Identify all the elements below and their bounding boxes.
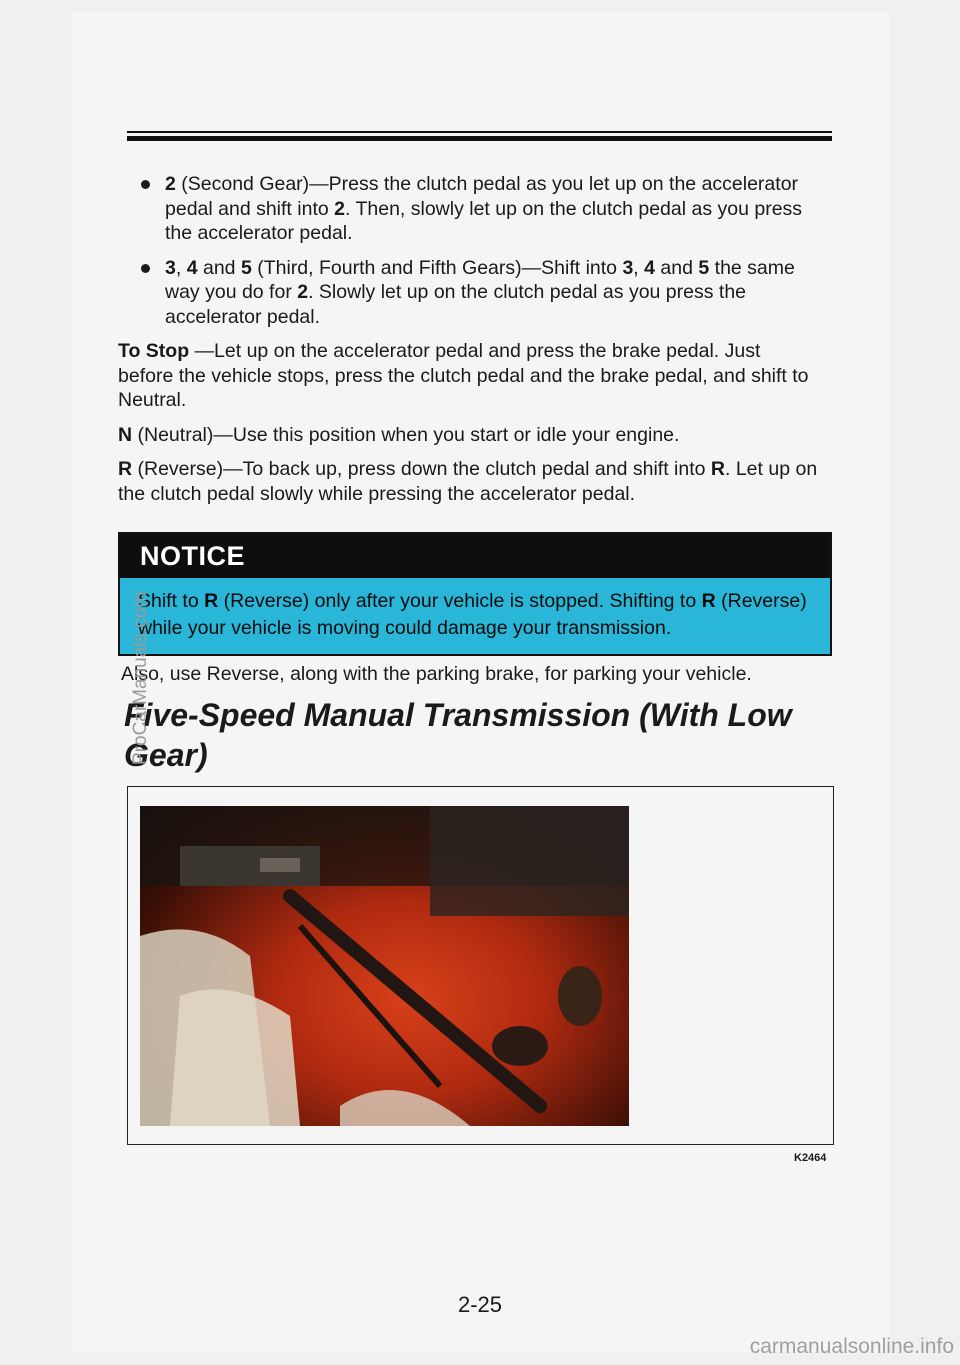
bullet-bold: 2 [334,197,345,220]
shifter-photo [140,806,629,1126]
bullet-text: , [175,256,187,279]
notice-box [118,532,832,656]
bullet-text: . Then, slowly let up on the clutch pedal as you press the accelerator pedal. [165,197,803,244]
bullet-bold: 2 [297,281,309,303]
bullet-dot [141,264,150,273]
notice-text: (Reverse) only after your vehicle is stopped. Shifting to [218,590,702,612]
reverse-text: . Let up on the clutch pedal slowly while pressing the accelerator pedal. [118,458,818,505]
bullet-text: , [633,256,645,279]
photo-illustration [140,806,629,1126]
neutral-label: N [118,423,133,446]
bullet-bold: 4 [186,256,198,279]
bullet-dot [141,180,150,189]
page-number: 2-25 [457,1292,503,1317]
to-stop-text: —Let up on the accelerator pedal and press the brake pedal. Just before the vehicle stops, press the clutch pedal and the brake pedal, and shift to Neutral. [118,340,809,411]
notice-text: Shift to [138,590,205,612]
watermark-bottom: carmanualsonline.info [749,1335,954,1358]
to-stop-paragraph [118,339,818,413]
bullet-text: (Second Gear)—Press the clutch pedal as you let up on the accelerator pedal and shift into [165,173,799,220]
bullet-third-fifth-gear [118,256,818,330]
bullet-text: and [197,256,241,279]
reverse-paragraph [118,457,818,506]
bullet-bold: 4 [644,256,655,279]
bullet-bold: 5 [240,256,252,279]
bullet-text: and [655,256,699,279]
bullet-bold: 3 [622,256,634,279]
notice-bold: R [204,590,219,612]
header-rule-thin [127,131,832,133]
notice-title: NOTICE [120,534,830,578]
reverse-text: (Reverse)—To back up, press down the clutch pedal and shift into [132,458,711,480]
reverse-label: R [118,458,133,480]
notice-body [120,578,830,654]
body-text [118,172,818,516]
gear-3-label: 3 [165,256,176,279]
neutral-text: (Neutral)—Use this position when you start or idle your engine. [132,423,680,446]
notice-bold: R [701,590,716,612]
bullet-text: . Slowly let up on the clutch pedal as you press the accelerator pedal. [165,281,747,328]
watermark-side: ProCarManuals.com [130,591,151,765]
after-notice-text: Also, use Reverse, along with the parking brake, for parking your vehicle. [121,663,752,685]
bullet-text: the same way you do for [165,256,795,303]
reverse-label: R [710,458,725,480]
header-rule [127,136,832,141]
neutral-paragraph [118,423,818,448]
bullet-text: (Third, Fourth and Fifth Gears)—Shift into [251,256,623,279]
to-stop-label: To Stop [118,340,190,362]
notice-text: (Reverse) while your vehicle is moving could damage your transmission. [138,590,807,639]
section-title: Five-Speed Manual Transmission (With Low Gear) [124,697,792,773]
bullet-bold: 5 [698,256,710,279]
figure-code: K2464 [794,1152,827,1164]
bullet-second-gear [118,172,818,246]
gear-2-label: 2 [165,173,176,195]
